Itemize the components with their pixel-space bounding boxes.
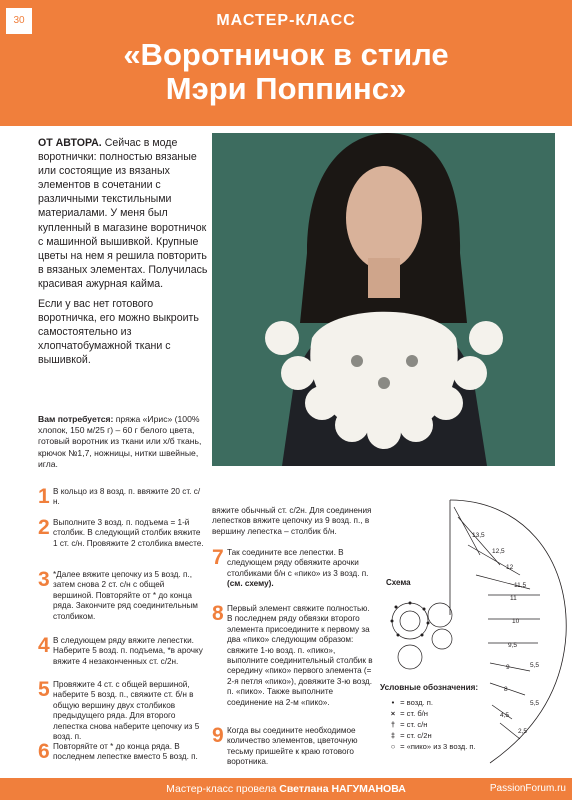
- legend-text: = возд. п.: [400, 698, 433, 707]
- step-3: [38, 570, 206, 622]
- legend-item: [388, 697, 508, 708]
- step-7-text: Так соедините все лепестки. В следующем ряду обвяжите арочки столбиками б/н с «пико» из 3 возд. п.: [227, 548, 369, 578]
- step-6-continued: [212, 506, 375, 537]
- materials-text: пряжа «Ирис» (100% хлопок, 150 м/25 г) – 60 г белого цвета, готовый воротник из ткани или х/б ткань, крючок №1,7, ножницы, нитки швейные, игла.: [38, 414, 202, 469]
- legend-item: [388, 708, 508, 719]
- step-5: [38, 680, 206, 742]
- measurement-label: 5,5: [530, 662, 540, 669]
- step-number: 4: [38, 634, 50, 657]
- step-9: [212, 726, 375, 768]
- step-number: 9: [212, 724, 224, 747]
- step-7: [212, 548, 375, 590]
- header-banner: [0, 0, 572, 126]
- measurement-label: 12,5: [492, 548, 505, 555]
- step-text: Повторяйте от * до конца ряда. В последнем лепестке вместо 5 возд. п.: [53, 742, 198, 762]
- intro-text-1: Сейчас в моде воротнички: полностью вязаные или состоящие из вязаных элементов в сочетании с различными текстильными материалами. У меня был купленный в магазине воротничок с машинной вышивкой. Крупные цветы на нем я решила повторить в вязаных элементах. Получилась красивая ажурная кайма.: [38, 137, 208, 290]
- treble-crochet-symbol: ‡: [390, 731, 396, 740]
- footer-bar: [0, 778, 572, 800]
- legend: [388, 697, 508, 752]
- materials: [38, 414, 206, 470]
- measurement-label: 11,5: [514, 582, 527, 589]
- measurement-label: 9: [506, 664, 510, 671]
- schema-title: Схема: [386, 578, 411, 587]
- measurement-label: 2,5: [518, 728, 528, 735]
- picot-symbol: ○: [390, 742, 396, 751]
- step-2: [38, 518, 206, 549]
- step-text: Выполните 3 возд. п. подъема = 1-й столбик. В следующий столбик вяжите 1 ст. с/н. Провяжите 2 столбика вместе.: [53, 518, 204, 548]
- measurement-label: 5,5: [530, 700, 540, 707]
- chain-stitch-symbol: •: [391, 698, 395, 707]
- legend-text: = «пико» из 3 возд. п.: [400, 742, 476, 751]
- measurement-label: 4,5: [500, 712, 510, 719]
- materials-label: Вам потребуется:: [38, 414, 114, 424]
- measurement-label: 9,5: [508, 642, 518, 649]
- step-text: [212, 548, 375, 590]
- site-watermark: PassionForum.ru: [489, 783, 566, 794]
- article-title: [0, 38, 572, 106]
- credit-prefix: Мастер-класс провела: [166, 783, 277, 795]
- page-number: 30: [6, 8, 32, 34]
- measurement-label: 10: [512, 618, 520, 625]
- step-4: [38, 636, 206, 667]
- step-8: [212, 604, 375, 708]
- author-intro: [38, 136, 208, 368]
- step-number: 8: [212, 602, 224, 625]
- legend-item: [388, 741, 508, 752]
- step-text: вяжите обычный ст. с/2н. Для соединения лепестков вяжите цепочку из 9 возд. п., в вершину лепестка – столбик б/н.: [212, 506, 372, 536]
- step-text: *Далее вяжите цепочку из 5 возд. п., затем снова 2 ст. с/н с общей вершиной. Повторяйте от * до конца ряда. Закончите ряд соединительным столбиком.: [53, 570, 198, 621]
- legend-text: = ст. б/н: [400, 709, 428, 718]
- step-text: В кольцо из 8 возд. п. ввяжите 20 ст. с/н.: [53, 487, 201, 507]
- step-number: 3: [38, 568, 50, 591]
- legend-text: = ст. с/2н: [400, 731, 432, 740]
- single-crochet-symbol: ×: [390, 709, 396, 718]
- measurement-label: 8: [504, 686, 508, 693]
- step-number: 7: [212, 546, 224, 569]
- intro-paragraph-1: [38, 136, 208, 291]
- legend-title: Условные обозначения:: [380, 683, 479, 692]
- step-text: Первый элемент свяжите полностью. В последнем ряду обвязки второго элемента присоедините к первому за два «пико» следующим образом: свяжите 1-ю возд. п. «пико», выполните соединительный столбик в середину «пико» первого элемента (= 2-я петля «пико»), довяжите 3-ю возд. п. «пико». Также выполните соединение на 2-м «пико».: [227, 604, 373, 707]
- step-text: Когда вы соедините необходимое количество элементов, цветочную тесьму пришейте к краю готового воротника.: [227, 726, 358, 767]
- kicker: МАСТЕР-КЛАСС: [216, 12, 356, 29]
- footer-credit: [0, 783, 572, 795]
- step-1: [38, 487, 206, 508]
- legend-item: [388, 730, 508, 741]
- legend-text: = ст. с/н: [400, 720, 428, 729]
- double-crochet-symbol: †: [390, 720, 396, 729]
- intro-lead: ОТ АВТОРА.: [38, 137, 102, 149]
- step-text: Провяжите 4 ст. с общей вершиной, наберите 5 возд. п., свяжите ст. б/н в общую вершину двух столбиков предыдущего ряда. Для второго лепестка снова наберите цепочку из 5 возд. п.: [53, 680, 200, 742]
- measurement-label: 11: [510, 595, 517, 602]
- measurement-label: 12: [506, 564, 514, 571]
- step-6: [38, 742, 206, 763]
- title-line-1: «Воротничок в стиле: [123, 37, 449, 72]
- step-number: 5: [38, 678, 50, 701]
- step-number: 2: [38, 516, 50, 539]
- measurement-label: 13,5: [472, 532, 485, 539]
- step-number: 6: [38, 740, 50, 763]
- title-line-2: Мэри Поппинс»: [165, 71, 407, 106]
- legend-item: [388, 719, 508, 730]
- model-photo: [212, 133, 555, 466]
- intro-paragraph-2: Если у вас нет готового воротничка, его можно выкроить самостоятельно из хлопчатобумажной ткани с вышивкой.: [38, 298, 199, 367]
- step-text: В следующем ряду вяжите лепестки. Наберите 5 возд. п. подъема, *в арочку вяжите 4 незаконченных ст. с/2н.: [53, 636, 203, 666]
- model-photo-illustration: [212, 133, 555, 466]
- step-number: 1: [38, 485, 50, 508]
- credit-name: Светлана НАГУМАНОВА: [279, 783, 406, 795]
- step-7-schema-ref: (см. схему).: [227, 579, 274, 589]
